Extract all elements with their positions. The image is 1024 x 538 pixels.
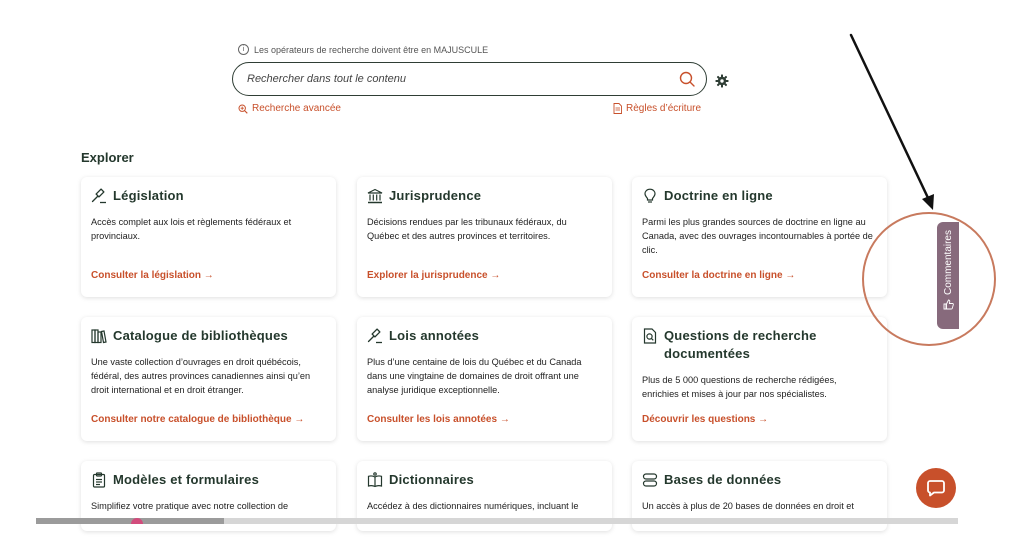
card-description: Un accès à plus de 20 bases de données en droit et — [642, 501, 854, 511]
card-link[interactable]: Consulter la doctrine en ligne → — [642, 270, 796, 281]
chat-button[interactable] — [916, 468, 956, 508]
card-link[interactable]: Consulter notre catalogue de bibliothèque → — [91, 414, 305, 425]
info-icon: i — [238, 44, 249, 55]
card-title: Dictionnaires — [389, 472, 474, 487]
card-title: Catalogue de bibliothèques — [113, 328, 288, 343]
card-link[interactable]: Explorer la jurisprudence → — [367, 270, 501, 281]
card-description: Une vaste collection d’ouvrages en droit québécois, fédéral, des autres provinces canadiennes ainsi qu’en droit international et en droit étranger. — [91, 357, 311, 395]
feedback-label: Commentaires — [942, 230, 954, 296]
card-link[interactable]: Consulter les lois annotées → — [367, 414, 510, 425]
card-description: Décisions rendues par les tribunaux fédéraux, du Québec et des autres provinces et territoires. — [367, 217, 567, 241]
card-title: Bases de données — [664, 472, 782, 487]
card-link[interactable]: Découvrir les questions → — [642, 414, 769, 425]
explore-heading: Explorer — [81, 150, 134, 165]
scrollbar-thumb[interactable] — [36, 518, 224, 524]
horizontal-scrollbar[interactable] — [36, 518, 958, 524]
card-title: Doctrine en ligne — [664, 188, 773, 203]
card-title: Jurisprudence — [389, 188, 482, 203]
card-description: Accédez à des dictionnaires numériques, incluant le — [367, 501, 579, 511]
card-description: Accès complet aux lois et règlements fédéraux et provinciaux. — [91, 217, 292, 241]
card-description: Parmi les plus grandes sources de doctrine en ligne au Canada, avec des ouvrages incontournables à portée de clic. — [642, 217, 873, 255]
advanced-search-label: Recherche avancée — [252, 103, 341, 114]
annotation-circle — [862, 212, 996, 346]
card-title: Modèles et formulaires — [113, 472, 259, 487]
chat-bubble-icon — [926, 478, 946, 498]
card-link[interactable]: Consulter la législation → — [91, 270, 214, 281]
search-note-text: Les opérateurs de recherche doivent être en MAJUSCULE — [254, 44, 489, 55]
card-description: Simplifiez votre pratique avec notre collection de — [91, 501, 289, 511]
writing-rules-label: Règles d’écriture — [626, 103, 702, 114]
card-title: Législation — [113, 188, 184, 203]
pink-widget-edge — [131, 518, 143, 524]
card-description: Plus d’une centaine de lois du Québec et du Canada dans une vingtaine de domaines de droit offrant une analyse juridique exceptionnelle. — [367, 357, 582, 395]
card-title: Questions de recherche documentées — [664, 328, 817, 361]
card-title: Lois annotées — [389, 328, 480, 343]
card-description: Plus de 5 000 questions de recherche rédigées, enrichies et mises à jour par nos spécialistes. — [642, 375, 837, 399]
